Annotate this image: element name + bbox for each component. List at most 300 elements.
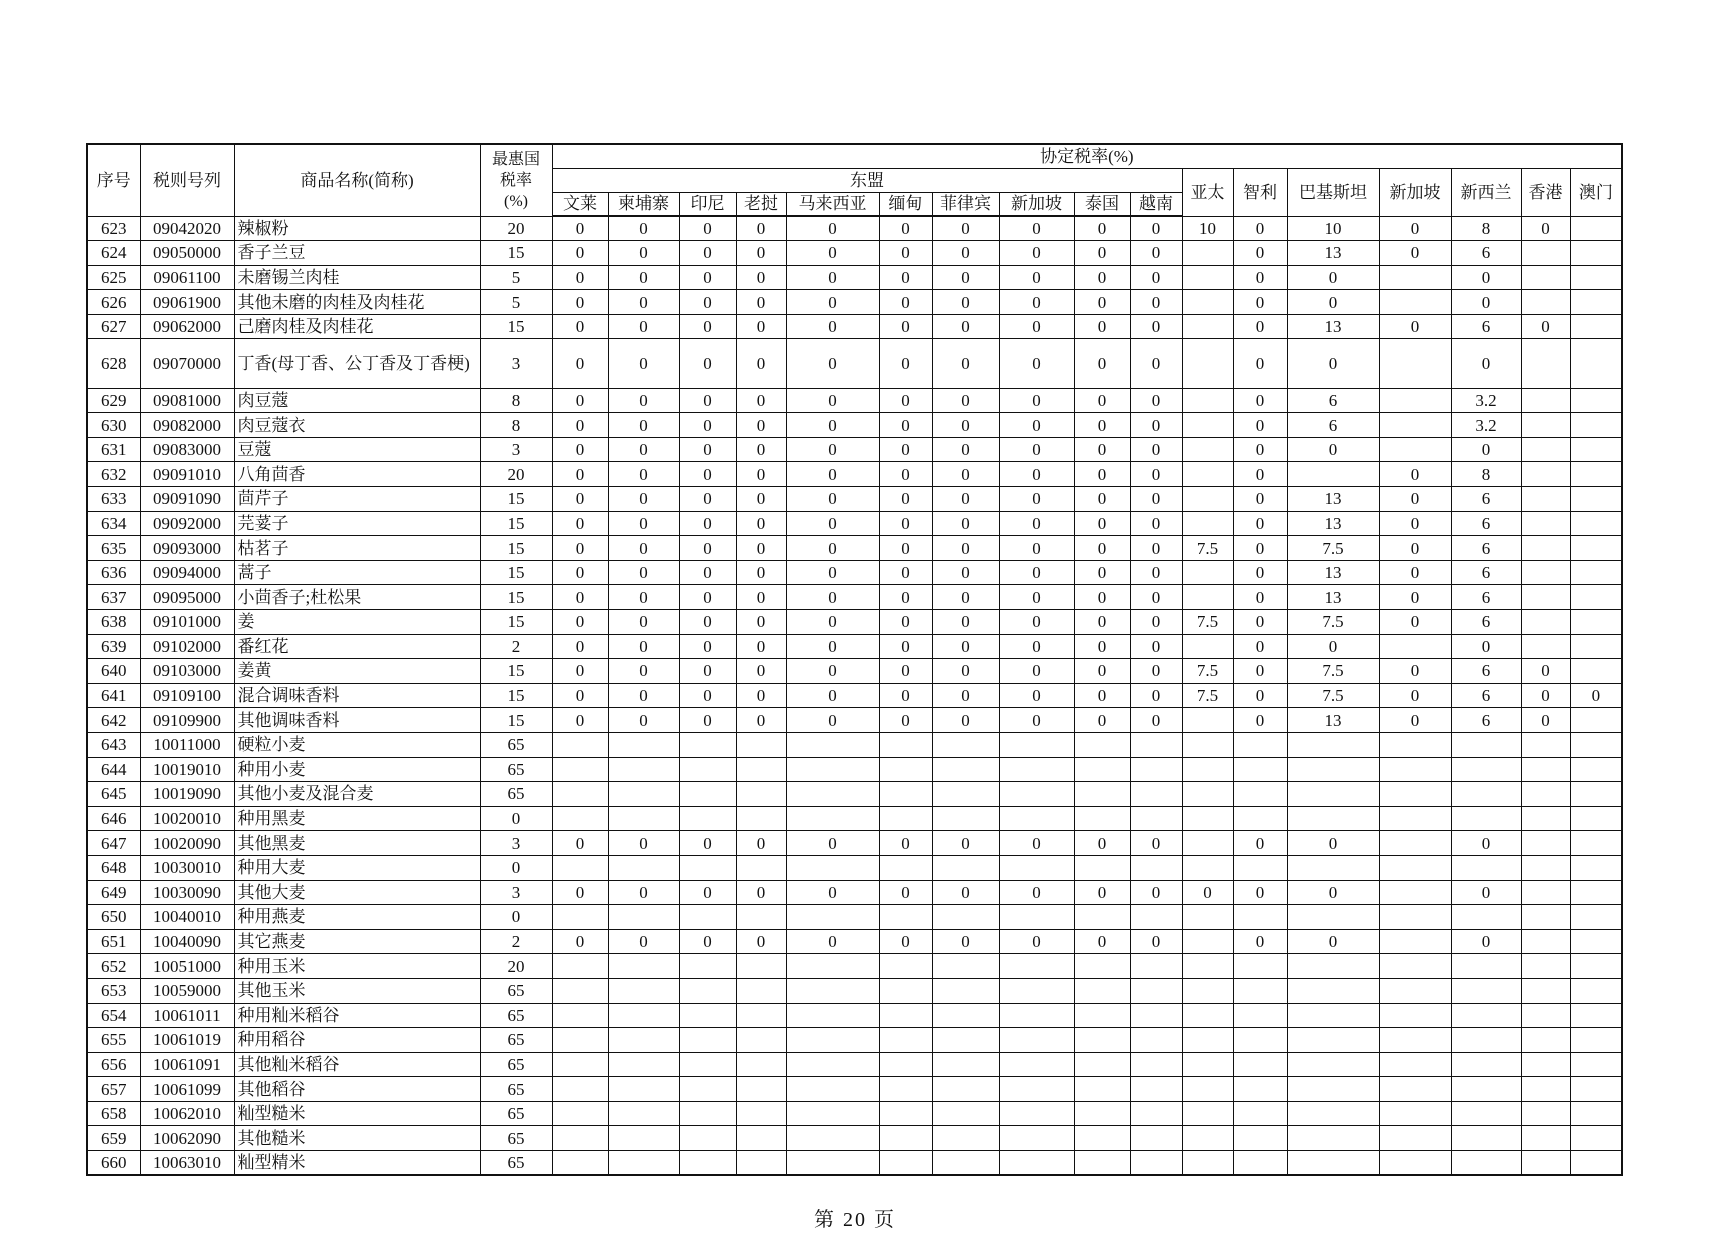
cell-agreement-rate (1233, 1101, 1287, 1126)
cell-seq: 634 (87, 511, 140, 536)
cell-agreement-rate: 0 (1233, 560, 1287, 585)
cell-agreement-rate (1570, 487, 1622, 512)
cell-agreement-rate: 0 (679, 536, 736, 561)
cell-agreement-rate: 0 (679, 437, 736, 462)
cell-tariff-code: 09070000 (140, 339, 234, 388)
cell-agreement-rate (1570, 634, 1622, 659)
cell-product-name: 混合调味香料 (234, 683, 480, 708)
cell-agreement-rate (1570, 929, 1622, 954)
cell-seq: 636 (87, 560, 140, 585)
cell-agreement-rate (1287, 1101, 1379, 1126)
cell-agreement-rate (1570, 585, 1622, 610)
cell-agreement-rate (1521, 831, 1570, 856)
cell-agreement-rate (1521, 880, 1570, 905)
cell-agreement-rate: 0 (879, 388, 932, 413)
cell-agreement-rate (1182, 757, 1233, 782)
header-thailand: 泰国 (1074, 192, 1130, 216)
cell-agreement-rate: 0 (552, 929, 608, 954)
cell-agreement-rate: 0 (679, 511, 736, 536)
cell-agreement-rate: 0 (879, 880, 932, 905)
cell-product-name: 八角茴香 (234, 462, 480, 487)
cell-mfn-rate: 65 (480, 1126, 552, 1151)
cell-agreement-rate: 0 (932, 880, 999, 905)
cell-agreement-rate (736, 855, 786, 880)
cell-agreement-rate (1287, 1052, 1379, 1077)
header-apta: 亚太 (1182, 168, 1233, 216)
cell-agreement-rate: 0 (932, 634, 999, 659)
cell-product-name: 种用黑麦 (234, 806, 480, 831)
cell-agreement-rate (786, 954, 879, 979)
cell-agreement-rate (552, 1126, 608, 1151)
cell-agreement-rate (1521, 339, 1570, 388)
cell-agreement-rate: 0 (1233, 634, 1287, 659)
table-row (87, 437, 1622, 462)
header-chile: 智利 (1233, 168, 1287, 216)
cell-tariff-code: 09062000 (140, 314, 234, 339)
cell-agreement-rate: 0 (1130, 536, 1182, 561)
cell-agreement-rate (608, 1052, 679, 1077)
cell-agreement-rate (736, 1003, 786, 1028)
cell-agreement-rate (1521, 388, 1570, 413)
cell-agreement-rate: 0 (1233, 314, 1287, 339)
cell-seq: 637 (87, 585, 140, 610)
cell-agreement-rate: 0 (786, 585, 879, 610)
cell-agreement-rate: 0 (1074, 437, 1130, 462)
cell-agreement-rate (1074, 905, 1130, 930)
cell-agreement-rate (1233, 954, 1287, 979)
cell-seq: 630 (87, 413, 140, 438)
cell-agreement-rate: 0 (1287, 880, 1379, 905)
cell-agreement-rate: 0 (1451, 634, 1521, 659)
cell-tariff-code: 09092000 (140, 511, 234, 536)
cell-tariff-code: 10061099 (140, 1077, 234, 1102)
cell-agreement-rate (608, 757, 679, 782)
cell-agreement-rate (1379, 732, 1451, 757)
cell-agreement-rate: 0 (786, 683, 879, 708)
cell-agreement-rate: 0 (608, 511, 679, 536)
cell-agreement-rate (1130, 1151, 1182, 1176)
cell-agreement-rate: 0 (1233, 831, 1287, 856)
cell-mfn-rate: 5 (480, 290, 552, 315)
cell-agreement-rate: 0 (736, 683, 786, 708)
cell-seq: 626 (87, 290, 140, 315)
cell-agreement-rate: 6 (1451, 585, 1521, 610)
cell-product-name: 姜 (234, 610, 480, 635)
cell-agreement-rate (1570, 905, 1622, 930)
cell-agreement-rate (1287, 732, 1379, 757)
cell-tariff-code: 10020090 (140, 831, 234, 856)
cell-agreement-rate: 0 (1074, 388, 1130, 413)
cell-agreement-rate (999, 954, 1074, 979)
cell-agreement-rate (1379, 905, 1451, 930)
cell-agreement-rate (999, 1101, 1074, 1126)
cell-agreement-rate (736, 782, 786, 807)
cell-agreement-rate (786, 806, 879, 831)
cell-product-name: 其他大麦 (234, 880, 480, 905)
cell-agreement-rate: 0 (736, 634, 786, 659)
cell-agreement-rate: 0 (1074, 290, 1130, 315)
cell-agreement-rate: 0 (736, 462, 786, 487)
cell-agreement-rate (679, 757, 736, 782)
cell-mfn-rate: 20 (480, 216, 552, 241)
cell-agreement-rate (1130, 905, 1182, 930)
cell-agreement-rate: 7.5 (1287, 683, 1379, 708)
cell-agreement-rate (1521, 1101, 1570, 1126)
cell-agreement-rate: 0 (679, 413, 736, 438)
cell-agreement-rate (1287, 1077, 1379, 1102)
cell-agreement-rate (786, 1101, 879, 1126)
cell-agreement-rate (999, 978, 1074, 1003)
cell-mfn-rate: 15 (480, 536, 552, 561)
cell-agreement-rate: 0 (608, 290, 679, 315)
cell-agreement-rate (1570, 732, 1622, 757)
cell-agreement-rate (1521, 1126, 1570, 1151)
header-mfn-line-2: 税率 (499, 171, 532, 189)
cell-agreement-rate: 0 (932, 929, 999, 954)
cell-agreement-rate (999, 1077, 1074, 1102)
cell-seq: 629 (87, 388, 140, 413)
cell-agreement-rate: 0 (879, 634, 932, 659)
cell-product-name: 种用玉米 (234, 954, 480, 979)
cell-agreement-rate: 0 (879, 413, 932, 438)
cell-agreement-rate: 0 (999, 314, 1074, 339)
cell-agreement-rate: 0 (1130, 880, 1182, 905)
cell-agreement-rate: 0 (608, 880, 679, 905)
cell-product-name: 肉豆蔻衣 (234, 413, 480, 438)
cell-agreement-rate (552, 782, 608, 807)
cell-agreement-rate: 0 (736, 314, 786, 339)
cell-agreement-rate (608, 978, 679, 1003)
cell-product-name: 其他糙米 (234, 1126, 480, 1151)
cell-tariff-code: 09109100 (140, 683, 234, 708)
header-philippines: 菲律宾 (932, 192, 999, 216)
cell-seq: 641 (87, 683, 140, 708)
cell-agreement-rate: 6 (1451, 511, 1521, 536)
cell-agreement-rate: 0 (679, 585, 736, 610)
cell-agreement-rate (679, 1052, 736, 1077)
cell-agreement-rate (786, 757, 879, 782)
cell-agreement-rate (1182, 782, 1233, 807)
cell-agreement-rate (1570, 265, 1622, 290)
cell-agreement-rate (999, 1028, 1074, 1053)
cell-agreement-rate: 6 (1287, 388, 1379, 413)
cell-agreement-rate: 0 (1287, 265, 1379, 290)
cell-agreement-rate: 0 (552, 880, 608, 905)
cell-agreement-rate: 0 (786, 241, 879, 266)
cell-agreement-rate (879, 1101, 932, 1126)
cell-agreement-rate: 0 (1379, 659, 1451, 684)
cell-agreement-rate (932, 732, 999, 757)
cell-agreement-rate: 0 (1074, 536, 1130, 561)
cell-agreement-rate (932, 1077, 999, 1102)
cell-agreement-rate: 0 (786, 831, 879, 856)
cell-agreement-rate: 0 (786, 487, 879, 512)
cell-seq: 650 (87, 905, 140, 930)
cell-agreement-rate: 0 (999, 339, 1074, 388)
cell-agreement-rate (1182, 339, 1233, 388)
cell-agreement-rate (1182, 708, 1233, 733)
cell-agreement-rate (1379, 929, 1451, 954)
cell-agreement-rate (1521, 634, 1570, 659)
cell-agreement-rate (1379, 978, 1451, 1003)
cell-agreement-rate (879, 1028, 932, 1053)
cell-agreement-rate (1521, 462, 1570, 487)
cell-agreement-rate (879, 954, 932, 979)
cell-agreement-rate: 0 (786, 265, 879, 290)
table-row (87, 610, 1622, 635)
cell-tariff-code: 10061019 (140, 1028, 234, 1053)
cell-tariff-code: 09081000 (140, 388, 234, 413)
cell-agreement-rate: 0 (736, 339, 786, 388)
table-body (87, 216, 1622, 1175)
cell-agreement-rate (1182, 1028, 1233, 1053)
cell-seq: 638 (87, 610, 140, 635)
cell-agreement-rate: 0 (608, 708, 679, 733)
cell-agreement-rate (552, 905, 608, 930)
cell-agreement-rate: 0 (999, 880, 1074, 905)
table-row (87, 782, 1622, 807)
cell-agreement-rate (1570, 216, 1622, 241)
cell-agreement-rate: 6 (1451, 708, 1521, 733)
cell-agreement-rate (1451, 757, 1521, 782)
table-row (87, 1077, 1622, 1102)
cell-seq: 646 (87, 806, 140, 831)
table-row (87, 855, 1622, 880)
cell-agreement-rate (1451, 1077, 1521, 1102)
cell-product-name: 种用稻谷 (234, 1028, 480, 1053)
cell-agreement-rate (1233, 1052, 1287, 1077)
cell-agreement-rate: 0 (1130, 610, 1182, 635)
table-row (87, 905, 1622, 930)
table-row (87, 831, 1622, 856)
header-indonesia: 印尼 (679, 192, 736, 216)
cell-agreement-rate: 0 (1233, 585, 1287, 610)
cell-agreement-rate (1570, 1126, 1622, 1151)
cell-agreement-rate: 0 (736, 560, 786, 585)
cell-agreement-rate: 0 (1074, 831, 1130, 856)
cell-agreement-rate: 8 (1451, 216, 1521, 241)
cell-agreement-rate (1570, 659, 1622, 684)
cell-agreement-rate (1379, 1003, 1451, 1028)
cell-agreement-rate: 0 (679, 388, 736, 413)
cell-agreement-rate (736, 905, 786, 930)
cell-agreement-rate: 6 (1451, 659, 1521, 684)
cell-product-name: 种用籼米稻谷 (234, 1003, 480, 1028)
cell-agreement-rate (1451, 1151, 1521, 1176)
cell-agreement-rate: 0 (932, 388, 999, 413)
cell-agreement-rate (1233, 1126, 1287, 1151)
cell-agreement-rate (1570, 1151, 1622, 1176)
cell-agreement-rate (999, 905, 1074, 930)
cell-seq: 639 (87, 634, 140, 659)
cell-agreement-rate (786, 905, 879, 930)
table-row (87, 216, 1622, 241)
table-row (87, 1003, 1622, 1028)
cell-tariff-code: 09095000 (140, 585, 234, 610)
cell-agreement-rate (1287, 1028, 1379, 1053)
cell-agreement-rate (1182, 314, 1233, 339)
table-row (87, 954, 1622, 979)
cell-agreement-rate (1287, 462, 1379, 487)
cell-agreement-rate (1074, 954, 1130, 979)
cell-agreement-rate (1130, 757, 1182, 782)
cell-product-name: 香子兰豆 (234, 241, 480, 266)
cell-tariff-code: 09093000 (140, 536, 234, 561)
cell-seq: 658 (87, 1101, 140, 1126)
cell-seq: 648 (87, 855, 140, 880)
cell-agreement-rate (736, 1052, 786, 1077)
cell-agreement-rate (999, 1151, 1074, 1176)
cell-agreement-rate: 0 (736, 241, 786, 266)
cell-tariff-code: 10020010 (140, 806, 234, 831)
cell-agreement-rate (1379, 880, 1451, 905)
table-row (87, 1151, 1622, 1176)
cell-agreement-rate: 0 (552, 560, 608, 585)
cell-agreement-rate (1182, 437, 1233, 462)
cell-agreement-rate: 0 (552, 487, 608, 512)
cell-mfn-rate: 65 (480, 782, 552, 807)
cell-agreement-rate: 0 (879, 339, 932, 388)
cell-agreement-rate: 0 (786, 437, 879, 462)
cell-agreement-rate (1182, 1052, 1233, 1077)
cell-tariff-code: 10019010 (140, 757, 234, 782)
cell-agreement-rate: 0 (999, 634, 1074, 659)
cell-agreement-rate (679, 1077, 736, 1102)
cell-agreement-rate: 0 (1074, 314, 1130, 339)
cell-tariff-code: 09061900 (140, 290, 234, 315)
cell-agreement-rate: 0 (1233, 511, 1287, 536)
cell-agreement-rate (999, 806, 1074, 831)
cell-agreement-rate: 10 (1287, 216, 1379, 241)
cell-agreement-rate: 0 (1130, 216, 1182, 241)
cell-tariff-code: 09101000 (140, 610, 234, 635)
cell-mfn-rate: 20 (480, 462, 552, 487)
cell-agreement-rate: 0 (552, 708, 608, 733)
cell-agreement-rate (1379, 1126, 1451, 1151)
header-cambodia: 柬埔寨 (608, 192, 679, 216)
cell-agreement-rate (1182, 413, 1233, 438)
cell-agreement-rate: 6 (1451, 487, 1521, 512)
cell-agreement-rate: 13 (1287, 241, 1379, 266)
cell-agreement-rate: 0 (1570, 683, 1622, 708)
cell-tariff-code: 09103000 (140, 659, 234, 684)
cell-agreement-rate (1074, 1052, 1130, 1077)
cell-agreement-rate (1233, 1077, 1287, 1102)
cell-agreement-rate (608, 732, 679, 757)
cell-tariff-code: 10011000 (140, 732, 234, 757)
cell-agreement-rate (932, 1003, 999, 1028)
cell-agreement-rate: 0 (932, 610, 999, 635)
cell-agreement-rate (786, 855, 879, 880)
header-asean: 东盟 (552, 168, 1182, 192)
cell-agreement-rate: 0 (1130, 339, 1182, 388)
cell-seq: 642 (87, 708, 140, 733)
cell-agreement-rate (1570, 782, 1622, 807)
cell-agreement-rate (1379, 831, 1451, 856)
cell-agreement-rate (1182, 1077, 1233, 1102)
cell-agreement-rate: 0 (879, 585, 932, 610)
cell-agreement-rate (1570, 831, 1622, 856)
cell-agreement-rate: 0 (1521, 659, 1570, 684)
cell-agreement-rate: 0 (1130, 683, 1182, 708)
cell-agreement-rate (1379, 1077, 1451, 1102)
cell-mfn-rate: 65 (480, 1151, 552, 1176)
cell-tariff-code: 10059000 (140, 978, 234, 1003)
table-row (87, 314, 1622, 339)
cell-agreement-rate (1570, 1077, 1622, 1102)
cell-agreement-rate (1379, 855, 1451, 880)
cell-agreement-rate: 0 (679, 290, 736, 315)
cell-agreement-rate: 0 (1379, 314, 1451, 339)
table-row (87, 388, 1622, 413)
cell-agreement-rate (1451, 806, 1521, 831)
page-number: 第 20 页 (814, 1209, 896, 1231)
cell-mfn-rate: 65 (480, 1052, 552, 1077)
cell-agreement-rate: 0 (1451, 929, 1521, 954)
cell-agreement-rate: 0 (1451, 880, 1521, 905)
cell-agreement-rate (1074, 1003, 1130, 1028)
cell-agreement-rate: 0 (1451, 339, 1521, 388)
cell-tariff-code: 09050000 (140, 241, 234, 266)
cell-agreement-rate (1570, 757, 1622, 782)
cell-tariff-code: 09094000 (140, 560, 234, 585)
cell-agreement-rate (932, 1101, 999, 1126)
cell-agreement-rate (1287, 1151, 1379, 1176)
cell-product-name: 辣椒粉 (234, 216, 480, 241)
cell-product-name: 小茴香子;杜松果 (234, 585, 480, 610)
cell-agreement-rate: 0 (999, 413, 1074, 438)
cell-agreement-rate: 0 (999, 585, 1074, 610)
table-row (87, 659, 1622, 684)
cell-agreement-rate (1182, 806, 1233, 831)
cell-agreement-rate: 0 (1074, 413, 1130, 438)
cell-agreement-rate: 0 (608, 487, 679, 512)
cell-agreement-rate: 0 (736, 880, 786, 905)
cell-agreement-rate: 0 (932, 560, 999, 585)
cell-agreement-rate: 0 (1521, 216, 1570, 241)
cell-agreement-rate (1074, 782, 1130, 807)
cell-agreement-rate (1074, 1126, 1130, 1151)
cell-agreement-rate: 0 (786, 610, 879, 635)
cell-agreement-rate (999, 1126, 1074, 1151)
cell-agreement-rate (608, 1151, 679, 1176)
cell-agreement-rate: 6 (1451, 536, 1521, 561)
cell-agreement-rate (1521, 585, 1570, 610)
cell-agreement-rate (679, 782, 736, 807)
cell-seq: 640 (87, 659, 140, 684)
cell-agreement-rate: 0 (1074, 560, 1130, 585)
cell-agreement-rate: 0 (679, 241, 736, 266)
cell-agreement-rate (736, 954, 786, 979)
cell-agreement-rate (1521, 1077, 1570, 1102)
cell-agreement-rate: 0 (932, 216, 999, 241)
cell-tariff-code: 10040010 (140, 905, 234, 930)
cell-agreement-rate (552, 1151, 608, 1176)
cell-agreement-rate: 0 (608, 683, 679, 708)
cell-agreement-rate: 0 (786, 339, 879, 388)
cell-agreement-rate (1379, 388, 1451, 413)
cell-agreement-rate: 0 (999, 929, 1074, 954)
cell-agreement-rate: 0 (1074, 683, 1130, 708)
cell-agreement-rate (1521, 929, 1570, 954)
cell-agreement-rate (1521, 806, 1570, 831)
cell-agreement-rate (736, 1126, 786, 1151)
cell-agreement-rate (1570, 1003, 1622, 1028)
cell-agreement-rate (1570, 314, 1622, 339)
cell-agreement-rate (679, 905, 736, 930)
cell-agreement-rate (679, 855, 736, 880)
cell-agreement-rate: 0 (879, 462, 932, 487)
